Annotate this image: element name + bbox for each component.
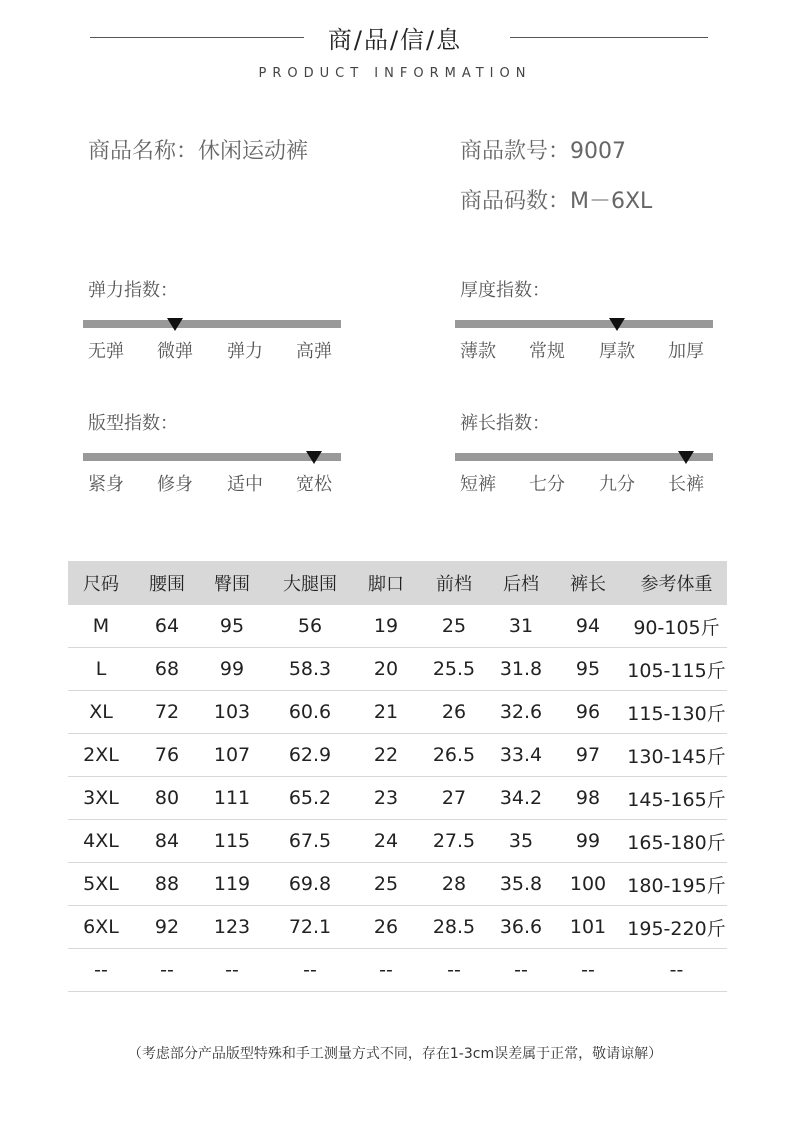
- section-title: 商/品/信/息: [327, 26, 463, 54]
- fit-index-label: 版型指数：: [88, 413, 178, 434]
- table-cell: 33.4: [499, 744, 543, 766]
- table-cell: 107: [213, 744, 251, 766]
- table-cell: 111: [213, 787, 251, 809]
- table-cell: 99: [575, 830, 601, 852]
- table-row: [68, 648, 727, 691]
- table-cell: 165-180斤: [627, 831, 726, 854]
- measurement-note: （考虑部分产品版型特殊和手工测量方式不同，存在1-3cm误差属于正常，敬请谅解）: [127, 1046, 663, 1062]
- table-cell: 72: [154, 701, 180, 723]
- table-cell: 21: [373, 701, 399, 723]
- table-cell: 19: [373, 615, 399, 637]
- table-cell: 25: [441, 615, 467, 637]
- table-cell: 65.2: [288, 787, 332, 809]
- table-cell: 103: [213, 701, 251, 723]
- thickness-index-option: 常规: [529, 341, 565, 362]
- thickness-index-option: 加厚: [668, 341, 704, 362]
- thickness-index-bar: [455, 320, 713, 328]
- table-cell: 195-220斤: [627, 917, 726, 940]
- table-cell: 58.3: [288, 658, 332, 680]
- table-cell: 28: [441, 873, 467, 895]
- table-cell: 115: [213, 830, 251, 852]
- table-cell: 56: [297, 615, 323, 637]
- length-index-option: 九分: [599, 474, 635, 495]
- table-cell: 35: [508, 830, 534, 852]
- table-cell: --: [225, 959, 239, 981]
- elasticity-index-label: 弹力指数：: [88, 280, 178, 301]
- table-cell: --: [94, 959, 108, 981]
- header-cell: 腰围: [149, 574, 185, 595]
- table-cell: 105-115斤: [627, 659, 726, 682]
- header-cell: 参考体重: [640, 574, 713, 595]
- table-cell: 35.8: [499, 873, 543, 895]
- header-cell: 臀围: [214, 574, 250, 595]
- header-cell: 大腿围: [283, 574, 337, 595]
- table-cell: 68: [154, 658, 180, 680]
- table-cell: 88: [154, 873, 180, 895]
- table-cell: 145-165斤: [627, 788, 726, 811]
- elasticity-index-bar: [83, 320, 341, 328]
- table-cell: 95: [219, 615, 245, 637]
- table-cell: 36.6: [499, 916, 543, 938]
- table-cell: 80: [154, 787, 180, 809]
- table-cell: --: [669, 959, 684, 981]
- table-cell: 100: [569, 873, 607, 895]
- table-cell: 62.9: [288, 744, 332, 766]
- table-cell: M: [92, 615, 110, 637]
- table-cell: 60.6: [288, 701, 332, 723]
- table-cell: 101: [569, 916, 607, 938]
- size-table-body: [68, 605, 727, 992]
- product-size-range: 商品码数：M－6XL: [460, 189, 653, 214]
- fit-index-option: 紧身: [88, 474, 124, 495]
- elasticity-index-option: 弹力: [227, 341, 263, 362]
- table-row: [68, 605, 727, 648]
- table-cell: 95: [575, 658, 601, 680]
- table-cell: 72.1: [288, 916, 332, 938]
- table-cell: 119: [213, 873, 251, 895]
- thickness-index-label: 厚度指数：: [460, 280, 550, 301]
- table-row: [68, 691, 727, 734]
- table-cell: 180-195斤: [627, 874, 726, 897]
- length-index-label: 裤长指数：: [460, 413, 550, 434]
- table-cell: 25.5: [432, 658, 476, 680]
- thickness-index-option: 薄款: [460, 341, 496, 362]
- elasticity-index-marker-icon: [167, 318, 183, 331]
- table-cell: 32.6: [499, 701, 543, 723]
- table-cell: 26.5: [432, 744, 476, 766]
- section-subtitle: PRODUCT INFORMATION: [258, 66, 532, 81]
- table-row: [68, 906, 727, 949]
- table-cell: 67.5: [288, 830, 332, 852]
- table-cell: 6XL: [83, 916, 119, 938]
- table-cell: --: [379, 959, 393, 981]
- header-cell: 脚口: [368, 574, 404, 595]
- table-cell: 31: [508, 615, 534, 637]
- table-cell: 34.2: [499, 787, 543, 809]
- table-cell: 92: [154, 916, 180, 938]
- table-cell: 90-105斤: [633, 616, 720, 639]
- length-index-option: 七分: [529, 474, 565, 495]
- table-cell: 27.5: [432, 830, 476, 852]
- fit-index-option: 宽松: [296, 474, 332, 495]
- table-cell: 123: [213, 916, 251, 938]
- table-cell: 130-145斤: [627, 745, 726, 768]
- fit-index-marker-icon: [306, 451, 322, 464]
- length-index-marker-icon: [678, 451, 694, 464]
- elasticity-index-option: 无弹: [88, 341, 124, 362]
- header-cell: 前档: [436, 574, 472, 595]
- table-cell: 4XL: [83, 830, 119, 852]
- table-cell: 99: [219, 658, 245, 680]
- table-cell: 69.8: [288, 873, 332, 895]
- header-cell: 裤长: [570, 574, 606, 595]
- table-cell: 27: [441, 787, 467, 809]
- table-cell: 31.8: [499, 658, 543, 680]
- table-cell: --: [160, 959, 174, 981]
- table-cell: 115-130斤: [627, 702, 726, 725]
- table-cell: 5XL: [83, 873, 119, 895]
- table-row: [68, 777, 727, 820]
- fit-index-option: 适中: [227, 474, 263, 495]
- table-cell: L: [95, 658, 107, 680]
- header-cell: 尺码: [83, 574, 119, 595]
- table-row: [68, 820, 727, 863]
- table-cell: 3XL: [83, 787, 119, 809]
- length-index-bar: [455, 453, 713, 461]
- thickness-index-marker-icon: [609, 318, 625, 331]
- table-cell: 26: [373, 916, 399, 938]
- size-table: [68, 561, 727, 992]
- table-cell: 22: [373, 744, 399, 766]
- table-cell: --: [581, 959, 595, 981]
- table-cell: 84: [154, 830, 180, 852]
- product-name: 商品名称：休闲运动裤: [88, 139, 309, 164]
- table-cell: XL: [89, 701, 113, 723]
- table-row: [68, 863, 727, 906]
- table-row: [68, 734, 727, 777]
- table-cell: 26: [441, 701, 467, 723]
- table-cell: --: [447, 959, 461, 981]
- table-cell: 2XL: [83, 744, 119, 766]
- table-cell: 76: [154, 744, 180, 766]
- fit-index-option: 修身: [157, 474, 193, 495]
- table-cell: 28.5: [432, 916, 476, 938]
- table-cell: 98: [575, 787, 601, 809]
- table-cell: 97: [575, 744, 601, 766]
- thickness-index-option: 厚款: [599, 341, 635, 362]
- table-cell: --: [514, 959, 528, 981]
- elasticity-index-option: 微弹: [157, 341, 193, 362]
- elasticity-index-option: 高弹: [296, 341, 332, 362]
- table-cell: 25: [373, 873, 399, 895]
- table-cell: 24: [373, 830, 399, 852]
- table-cell: 94: [575, 615, 601, 637]
- table-cell: 20: [373, 658, 399, 680]
- header-cell: 后档: [503, 574, 539, 595]
- table-cell: --: [303, 959, 317, 981]
- table-row: [68, 949, 727, 992]
- length-index-option: 长裤: [668, 474, 704, 495]
- size-table-header: [68, 561, 727, 605]
- table-cell: 64: [154, 615, 180, 637]
- table-cell: 23: [373, 787, 399, 809]
- product-style-number: 商品款号：9007: [460, 139, 626, 164]
- fit-index-bar: [83, 453, 341, 461]
- table-cell: 96: [575, 701, 601, 723]
- length-index-option: 短裤: [460, 474, 496, 495]
